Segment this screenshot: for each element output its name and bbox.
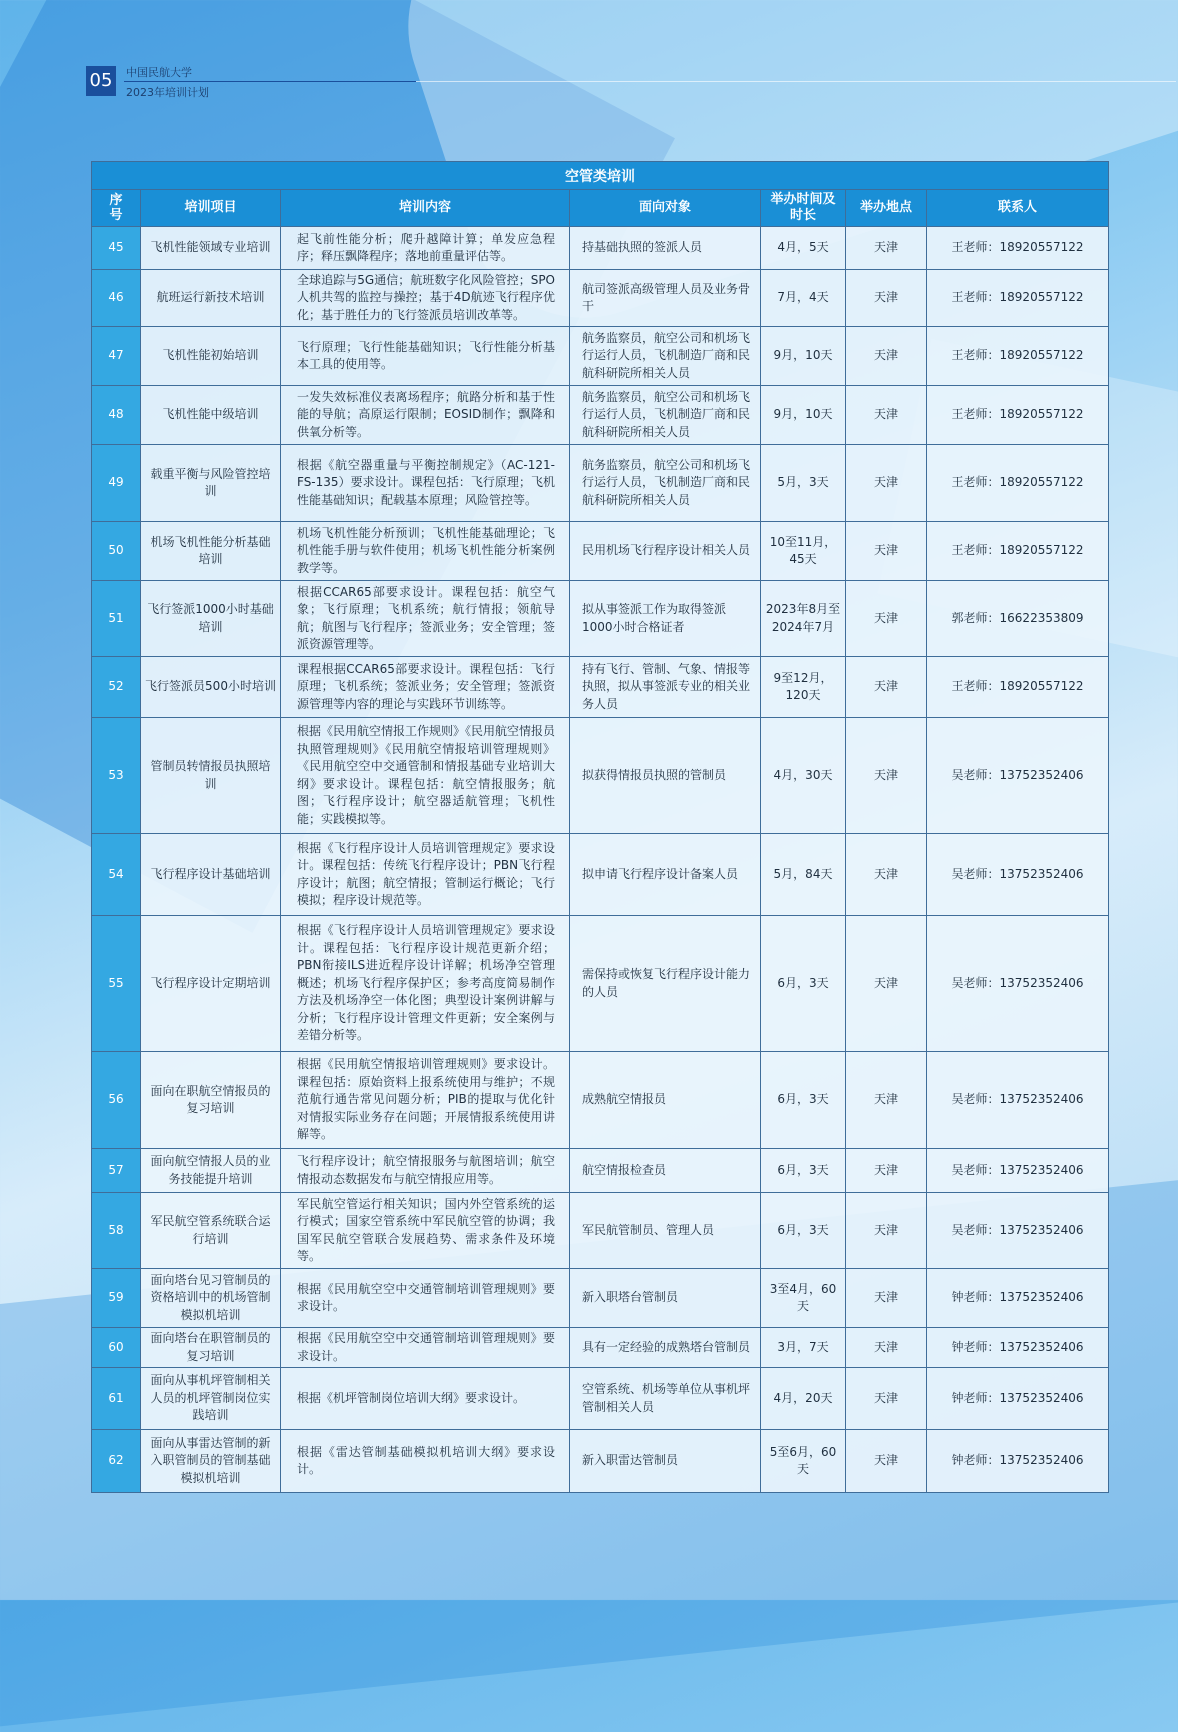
schedule: 10至11月，45天 xyxy=(761,522,846,581)
row-number: 59 xyxy=(92,1269,141,1328)
contact: 王老师：18920557122 xyxy=(927,522,1109,581)
training-content: 根据《飞行程序设计人员培训管理规定》要求设计。课程包括：传统飞行程序设计；PBN飞行程序设计；航图；航空情报；管制运行概论；飞行模拟；程序设计规范等。 xyxy=(281,834,570,916)
contact: 王老师：18920557122 xyxy=(927,270,1109,327)
training-content: 军民航空管运行相关知识；国内外空管系统的运行模式；国家空管系统中军民航空管的协调；我国军民航空管联合发展趋势、需求条件及环境等。 xyxy=(281,1193,570,1269)
contact: 王老师：18920557122 xyxy=(927,327,1109,386)
project-name: 面向塔台见习管制员的资格培训中的机场管制模拟机培训 xyxy=(141,1269,281,1328)
project-name: 面向从事雷达管制的新入职管制员的管制基础模拟机培训 xyxy=(141,1430,281,1493)
training-content: 根据CCAR65部要求设计。课程包括：航空气象；飞行原理；飞机系统；航行情报；领航导航；航图与飞行程序；签派业务；安全管理；签派资源管理等。 xyxy=(281,581,570,657)
location: 天津 xyxy=(846,1052,927,1149)
table-row xyxy=(92,1328,1109,1368)
row-number: 58 xyxy=(92,1193,141,1269)
target-audience: 拟申请飞行程序设计备案人员 xyxy=(570,834,761,916)
project-name: 载重平衡与风险管控培训 xyxy=(141,445,281,522)
training-table xyxy=(91,161,1109,1493)
location: 天津 xyxy=(846,445,927,522)
target-audience: 拟获得情报员执照的管制员 xyxy=(570,718,761,834)
target-audience: 民用机场飞行程序设计相关人员 xyxy=(570,522,761,581)
table-row xyxy=(92,916,1109,1052)
contact: 王老师：18920557122 xyxy=(927,386,1109,445)
row-number: 54 xyxy=(92,834,141,916)
location: 天津 xyxy=(846,227,927,270)
project-name: 面向从事机坪管制相关人员的机坪管制岗位实践培训 xyxy=(141,1368,281,1430)
project-name: 面向塔台在职管制员的复习培训 xyxy=(141,1328,281,1368)
target-audience: 拟从事签派工作为取得签派1000小时合格证者 xyxy=(570,581,761,657)
location: 天津 xyxy=(846,1368,927,1430)
target-audience: 航司签派高级管理人员及业务骨干 xyxy=(570,270,761,327)
project-name: 军民航空管系统联合运行培训 xyxy=(141,1193,281,1269)
table-row xyxy=(92,1368,1109,1430)
schedule: 9至12月，120天 xyxy=(761,657,846,718)
training-content: 根据《航空器重量与平衡控制规定》（AC-121-FS-135）要求设计。课程包括：飞行原理；飞机性能基础知识；配载基本原理；风险管控等。 xyxy=(281,445,570,522)
training-content: 课程根据CCAR65部要求设计。课程包括：飞行原理；飞机系统；签派业务；安全管理；签派资源管理等内容的理论与实践环节训练等。 xyxy=(281,657,570,718)
location: 天津 xyxy=(846,327,927,386)
row-number: 45 xyxy=(92,227,141,270)
project-name: 飞行签派1000小时基础培训 xyxy=(141,581,281,657)
column-header: 举办地点 xyxy=(846,190,927,227)
training-content: 根据《民用航空情报培训管理规则》要求设计。课程包括：原始资料上报系统使用与维护；不规范航行通告常见问题分析；PIB的提取与优化针对情报实际业务存在问题；开展情报系统使用讲解等。 xyxy=(281,1052,570,1149)
target-audience: 新入职塔台管制员 xyxy=(570,1269,761,1328)
project-name: 飞行程序设计基础培训 xyxy=(141,834,281,916)
table-row xyxy=(92,327,1109,386)
row-number: 60 xyxy=(92,1328,141,1368)
contact: 王老师：18920557122 xyxy=(927,227,1109,270)
contact: 钟老师：13752352406 xyxy=(927,1368,1109,1430)
table-row xyxy=(92,522,1109,581)
table-row xyxy=(92,1149,1109,1193)
contact: 钟老师：13752352406 xyxy=(927,1430,1109,1493)
row-number: 57 xyxy=(92,1149,141,1193)
schedule: 6月，3天 xyxy=(761,1149,846,1193)
schedule: 4月，5天 xyxy=(761,227,846,270)
table-row xyxy=(92,1430,1109,1493)
schedule: 4月，20天 xyxy=(761,1368,846,1430)
schedule: 9月，10天 xyxy=(761,386,846,445)
column-header: 面向对象 xyxy=(570,190,761,227)
table-row xyxy=(92,445,1109,522)
training-content: 根据《机坪管制岗位培训大纲》要求设计。 xyxy=(281,1368,570,1430)
row-number: 46 xyxy=(92,270,141,327)
location: 天津 xyxy=(846,1149,927,1193)
project-name: 飞行签派员500小时培训 xyxy=(141,657,281,718)
location: 天津 xyxy=(846,581,927,657)
table-row xyxy=(92,270,1109,327)
table-row xyxy=(92,657,1109,718)
location: 天津 xyxy=(846,657,927,718)
target-audience: 航务监察员，航空公司和机场飞行运行人员，飞机制造厂商和民航科研院所相关人员 xyxy=(570,445,761,522)
target-audience: 具有一定经验的成熟塔台管制员 xyxy=(570,1328,761,1368)
row-number: 49 xyxy=(92,445,141,522)
training-content: 根据《雷达管制基础模拟机培训大纲》要求设计。 xyxy=(281,1430,570,1493)
contact: 吴老师：13752352406 xyxy=(927,718,1109,834)
project-name: 飞机性能领域专业培训 xyxy=(141,227,281,270)
training-content: 全球追踪与5G通信；航班数字化风险管控；SPO人机共驾的监控与操控；基于4D航迹飞行程序优化；基于胜任力的飞行签派员培训改革等。 xyxy=(281,270,570,327)
contact: 王老师：18920557122 xyxy=(927,445,1109,522)
schedule: 4月，30天 xyxy=(761,718,846,834)
table-row xyxy=(92,227,1109,270)
contact: 钟老师：13752352406 xyxy=(927,1328,1109,1368)
row-number: 61 xyxy=(92,1368,141,1430)
schedule: 3月，7天 xyxy=(761,1328,846,1368)
project-name: 飞机性能初始培训 xyxy=(141,327,281,386)
table-row xyxy=(92,1193,1109,1269)
row-number: 50 xyxy=(92,522,141,581)
column-header: 举办时间及时长 xyxy=(761,190,846,227)
table-title: 空管类培训 xyxy=(92,162,1109,190)
training-content: 一发失效标准仪表离场程序；航路分析和基于性能的导航；高原运行限制；EOSID制作；飘降和供氧分析等。 xyxy=(281,386,570,445)
table-row xyxy=(92,718,1109,834)
project-name: 机场飞机性能分析基础培训 xyxy=(141,522,281,581)
schedule: 7月，4天 xyxy=(761,270,846,327)
table-row xyxy=(92,581,1109,657)
location: 天津 xyxy=(846,916,927,1052)
row-number: 55 xyxy=(92,916,141,1052)
plan-title: 2023年培训计划 xyxy=(126,86,209,99)
schedule: 3至4月，60天 xyxy=(761,1269,846,1328)
project-name: 飞机性能中级培训 xyxy=(141,386,281,445)
schedule: 5月，84天 xyxy=(761,834,846,916)
target-audience: 航务监察员，航空公司和机场飞行运行人员，飞机制造厂商和民航科研院所相关人员 xyxy=(570,386,761,445)
header-divider xyxy=(124,81,416,82)
project-name: 管制员转情报员执照培训 xyxy=(141,718,281,834)
target-audience: 航空情报检查员 xyxy=(570,1149,761,1193)
target-audience: 持有飞行、管制、气象、情报等执照，拟从事签派专业的相关业务人员 xyxy=(570,657,761,718)
schedule: 6月，3天 xyxy=(761,916,846,1052)
target-audience: 空管系统、机场等单位从事机坪管制相关人员 xyxy=(570,1368,761,1430)
row-number: 53 xyxy=(92,718,141,834)
table-body xyxy=(92,227,1109,1493)
table-row xyxy=(92,1052,1109,1149)
contact: 吴老师：13752352406 xyxy=(927,834,1109,916)
contact: 吴老师：13752352406 xyxy=(927,1052,1109,1149)
schedule: 5月，3天 xyxy=(761,445,846,522)
column-header: 联系人 xyxy=(927,190,1109,227)
project-name: 航班运行新技术培训 xyxy=(141,270,281,327)
location: 天津 xyxy=(846,1193,927,1269)
target-audience: 持基础执照的签派人员 xyxy=(570,227,761,270)
contact: 吴老师：13752352406 xyxy=(927,1193,1109,1269)
table-row xyxy=(92,834,1109,916)
location: 天津 xyxy=(846,522,927,581)
schedule: 6月，3天 xyxy=(761,1052,846,1149)
training-content: 机场飞机性能分析预训；飞机性能基础理论；飞机性能手册与软件使用；机场飞机性能分析案例教学等。 xyxy=(281,522,570,581)
location: 天津 xyxy=(846,1269,927,1328)
table-row xyxy=(92,386,1109,445)
column-header: 培训内容 xyxy=(281,190,570,227)
contact: 吴老师：13752352406 xyxy=(927,916,1109,1052)
target-audience: 军民航管制员、管理人员 xyxy=(570,1193,761,1269)
training-content: 飞行原理；飞行性能基础知识；飞行性能分析基本工具的使用等。 xyxy=(281,327,570,386)
row-number: 48 xyxy=(92,386,141,445)
training-content: 根据《民用航空情报工作规则》《民用航空情报员执照管理规则》《民用航空情报培训管理规则》《民用航空空中交通管制和情报基础专业培训大纲》要求设计。课程包括：航空情报服务；航图；飞行程序设计；航空器适航管理；飞机性能；实践模拟等。 xyxy=(281,718,570,834)
schedule: 6月，3天 xyxy=(761,1193,846,1269)
org-name: 中国民航大学 xyxy=(126,66,192,79)
contact: 郭老师：16622353809 xyxy=(927,581,1109,657)
location: 天津 xyxy=(846,718,927,834)
location: 天津 xyxy=(846,834,927,916)
table-row xyxy=(92,1269,1109,1328)
target-audience: 新入职雷达管制员 xyxy=(570,1430,761,1493)
column-header: 培训项目 xyxy=(141,190,281,227)
page-number: 05 xyxy=(86,66,116,96)
project-name: 面向航空情报人员的业务技能提升培训 xyxy=(141,1149,281,1193)
header-divider-light xyxy=(416,81,1176,82)
location: 天津 xyxy=(846,1430,927,1493)
contact: 钟老师：13752352406 xyxy=(927,1269,1109,1328)
contact: 吴老师：13752352406 xyxy=(927,1149,1109,1193)
project-name: 飞行程序设计定期培训 xyxy=(141,916,281,1052)
training-table-container xyxy=(91,161,1108,1493)
table-header-row xyxy=(92,190,1109,227)
project-name: 面向在职航空情报员的复习培训 xyxy=(141,1052,281,1149)
schedule: 2023年8月至2024年7月 xyxy=(761,581,846,657)
training-content: 根据《民用航空空中交通管制培训管理规则》要求设计。 xyxy=(281,1328,570,1368)
row-number: 62 xyxy=(92,1430,141,1493)
column-header: 序号 xyxy=(92,190,141,227)
target-audience: 航务监察员，航空公司和机场飞行运行人员，飞机制造厂商和民航科研院所相关人员 xyxy=(570,327,761,386)
training-content: 飞行程序设计；航空情报服务与航图培训；航空情报动态数据发布与航空情报应用等。 xyxy=(281,1149,570,1193)
training-content: 根据《民用航空空中交通管制培训管理规则》要求设计。 xyxy=(281,1269,570,1328)
training-content: 起飞前性能分析；爬升越障计算；单发应急程序；释压飘降程序；落地前重量评估等。 xyxy=(281,227,570,270)
row-number: 56 xyxy=(92,1052,141,1149)
target-audience: 成熟航空情报员 xyxy=(570,1052,761,1149)
schedule: 9月，10天 xyxy=(761,327,846,386)
row-number: 47 xyxy=(92,327,141,386)
location: 天津 xyxy=(846,1328,927,1368)
location: 天津 xyxy=(846,270,927,327)
location: 天津 xyxy=(846,386,927,445)
training-content: 根据《飞行程序设计人员培训管理规定》要求设计。课程包括：飞行程序设计规范更新介绍；PBN衔接ILS进近程序设计详解；机场净空管理概述；机场飞行程序保护区；参考高度简易制作方法及机场净空一体化图；典型设计案例讲解与分析；飞行程序设计管理文件更新；安全案例与差错分析等。 xyxy=(281,916,570,1052)
contact: 王老师：18920557122 xyxy=(927,657,1109,718)
target-audience: 需保持或恢复飞行程序设计能力的人员 xyxy=(570,916,761,1052)
row-number: 52 xyxy=(92,657,141,718)
row-number: 51 xyxy=(92,581,141,657)
schedule: 5至6月，60天 xyxy=(761,1430,846,1493)
